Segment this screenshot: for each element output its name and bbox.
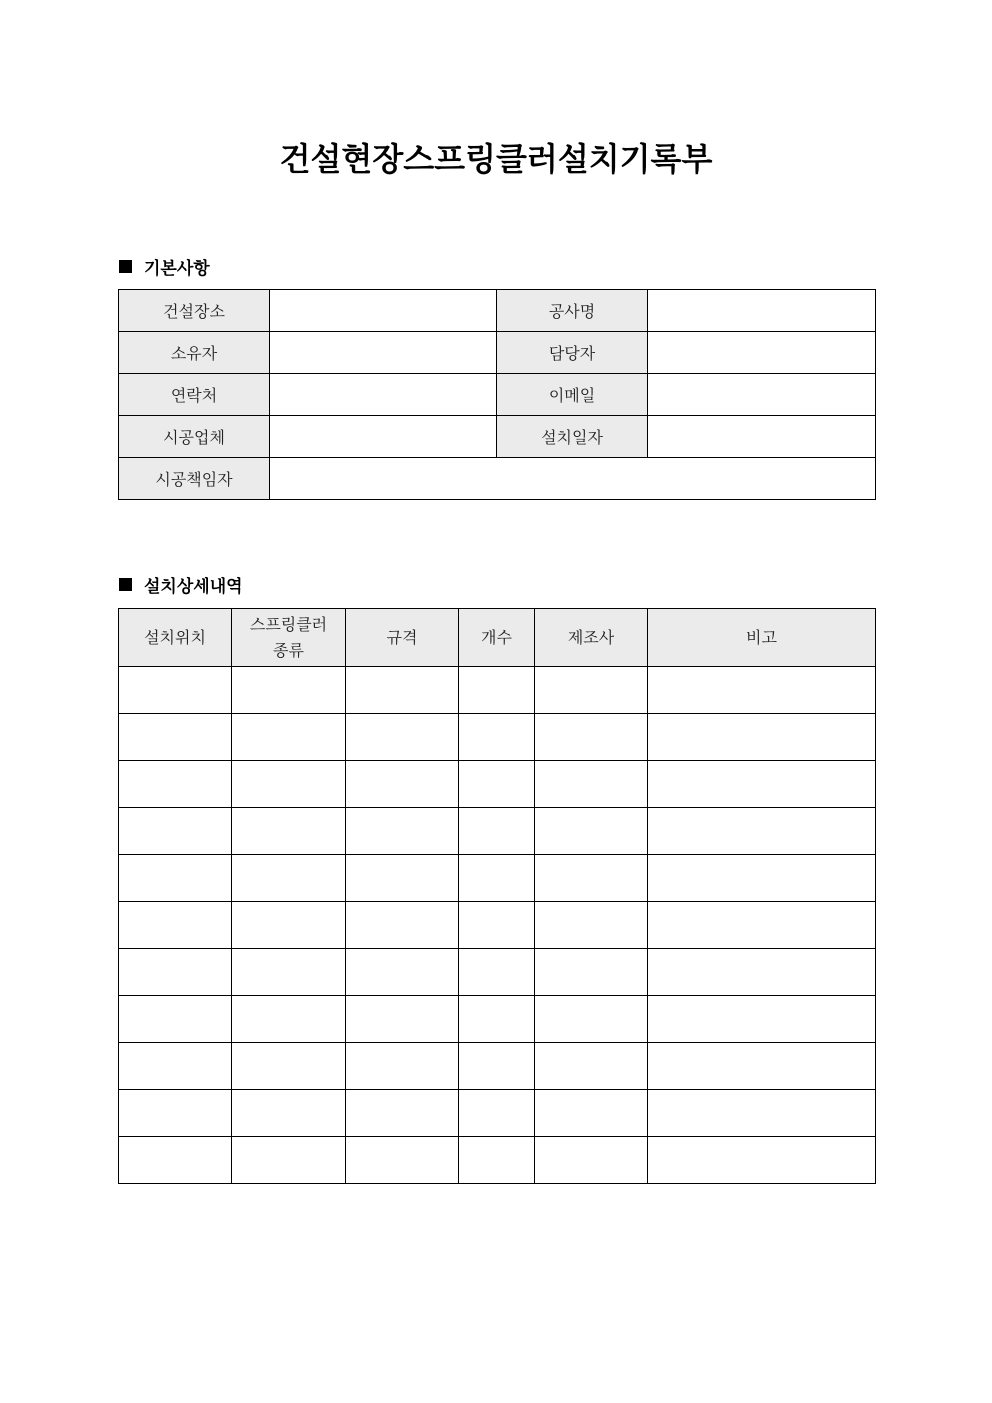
table-cell[interactable]: [346, 996, 459, 1043]
table-cell[interactable]: [459, 855, 535, 902]
field-value[interactable]: [648, 374, 876, 416]
table-cell[interactable]: [119, 808, 232, 855]
table-row: [119, 1043, 876, 1090]
column-header-label: 스프링클러: [249, 614, 328, 634]
table-cell[interactable]: [459, 667, 535, 714]
basic-info-row: [119, 416, 876, 458]
table-cell[interactable]: [119, 855, 232, 902]
table-cell[interactable]: [119, 902, 232, 949]
column-header-label: 설치위치: [144, 627, 206, 647]
table-cell[interactable]: [346, 808, 459, 855]
table-cell[interactable]: [648, 996, 876, 1043]
table-cell[interactable]: [648, 1090, 876, 1137]
table-cell[interactable]: [535, 1043, 648, 1090]
table-cell[interactable]: [535, 949, 648, 996]
table-cell[interactable]: [232, 714, 346, 761]
table-header-row: [119, 609, 876, 667]
table-cell[interactable]: [459, 1043, 535, 1090]
section-heading-detail: [119, 572, 243, 597]
table-cell[interactable]: [535, 1090, 648, 1137]
table-cell[interactable]: [232, 902, 346, 949]
basic-info-row: [119, 290, 876, 332]
table-cell[interactable]: [459, 949, 535, 996]
table-row: [119, 1137, 876, 1184]
table-cell[interactable]: [648, 1043, 876, 1090]
table-cell[interactable]: [346, 761, 459, 808]
table-row: [119, 949, 876, 996]
table-cell[interactable]: [459, 996, 535, 1043]
table-row: [119, 667, 876, 714]
table-cell[interactable]: [648, 667, 876, 714]
table-cell[interactable]: [459, 1090, 535, 1137]
table-cell[interactable]: [459, 761, 535, 808]
table-cell[interactable]: [648, 1137, 876, 1184]
column-header: [119, 609, 232, 667]
table-row: [119, 996, 876, 1043]
table-cell[interactable]: [232, 667, 346, 714]
table-cell[interactable]: [232, 761, 346, 808]
column-header: [535, 609, 648, 667]
section-heading-basic: [119, 254, 210, 279]
section-heading-label: 설치상세내역: [144, 577, 243, 597]
table-cell[interactable]: [346, 855, 459, 902]
table-cell[interactable]: [648, 714, 876, 761]
table-cell[interactable]: [232, 1137, 346, 1184]
table-cell[interactable]: [346, 1090, 459, 1137]
table-cell[interactable]: [232, 949, 346, 996]
column-header: [232, 609, 346, 667]
table-cell[interactable]: [648, 808, 876, 855]
field-label: 설치일자: [497, 416, 648, 458]
square-bullet-icon: [119, 260, 132, 273]
field-value[interactable]: [648, 290, 876, 332]
column-header: [346, 609, 459, 667]
table-row: [119, 902, 876, 949]
field-value[interactable]: [270, 374, 497, 416]
table-cell[interactable]: [346, 902, 459, 949]
column-header-label: 비고: [746, 627, 777, 647]
table-cell[interactable]: [535, 1137, 648, 1184]
install-detail-table: [118, 608, 876, 1184]
column-header-label: 개수: [481, 627, 512, 647]
field-label: 건설장소: [119, 290, 270, 332]
table-cell[interactable]: [232, 996, 346, 1043]
table-cell[interactable]: [232, 855, 346, 902]
table-cell[interactable]: [535, 714, 648, 761]
basic-info-row: [119, 374, 876, 416]
field-value[interactable]: [270, 458, 876, 500]
table-row: [119, 761, 876, 808]
table-cell[interactable]: [119, 714, 232, 761]
column-header-label: 종류: [273, 640, 304, 660]
table-cell[interactable]: [648, 761, 876, 808]
table-cell[interactable]: [535, 902, 648, 949]
field-value[interactable]: [270, 416, 497, 458]
basic-info-table: [118, 289, 876, 500]
table-cell[interactable]: [232, 1090, 346, 1137]
table-cell[interactable]: [535, 855, 648, 902]
table-row: [119, 855, 876, 902]
table-cell[interactable]: [459, 902, 535, 949]
table-cell[interactable]: [346, 667, 459, 714]
field-value[interactable]: [270, 332, 497, 374]
table-cell[interactable]: [459, 808, 535, 855]
table-cell[interactable]: [119, 667, 232, 714]
field-label: 담당자: [497, 332, 648, 374]
table-cell[interactable]: [119, 1090, 232, 1137]
table-cell[interactable]: [648, 902, 876, 949]
field-label: 연락처: [119, 374, 270, 416]
table-cell[interactable]: [119, 996, 232, 1043]
document-title: 건설현장스프링클러설치기록부: [279, 140, 713, 178]
table-cell[interactable]: [535, 996, 648, 1043]
field-label: 이메일: [497, 374, 648, 416]
section-heading-label: 기본사항: [144, 259, 210, 279]
table-cell[interactable]: [535, 808, 648, 855]
table-row: [119, 1090, 876, 1137]
field-value[interactable]: [648, 416, 876, 458]
table-cell[interactable]: [119, 1043, 232, 1090]
field-value[interactable]: [648, 332, 876, 374]
table-row: [119, 808, 876, 855]
field-label: 공사명: [497, 290, 648, 332]
table-cell[interactable]: [119, 949, 232, 996]
table-row: [119, 714, 876, 761]
table-cell[interactable]: [346, 949, 459, 996]
column-header: [648, 609, 876, 667]
table-cell[interactable]: [346, 714, 459, 761]
table-cell[interactable]: [648, 855, 876, 902]
table-cell[interactable]: [459, 1137, 535, 1184]
column-header-label: 제조사: [567, 627, 615, 647]
table-cell[interactable]: [535, 761, 648, 808]
field-label: 소유자: [119, 332, 270, 374]
table-cell[interactable]: [232, 1043, 346, 1090]
table-cell[interactable]: [232, 808, 346, 855]
table-cell[interactable]: [459, 714, 535, 761]
table-cell[interactable]: [648, 949, 876, 996]
field-value[interactable]: [270, 290, 497, 332]
table-cell[interactable]: [346, 1043, 459, 1090]
table-cell[interactable]: [119, 1137, 232, 1184]
column-header: [459, 609, 535, 667]
table-cell[interactable]: [119, 761, 232, 808]
basic-info-row: [119, 458, 876, 500]
column-header-label: 규격: [386, 627, 418, 647]
basic-info-row: [119, 332, 876, 374]
field-label: 시공책임자: [119, 458, 270, 500]
table-cell[interactable]: [346, 1137, 459, 1184]
table-cell[interactable]: [535, 667, 648, 714]
field-label: 시공업체: [119, 416, 270, 458]
square-bullet-icon: [119, 578, 132, 591]
